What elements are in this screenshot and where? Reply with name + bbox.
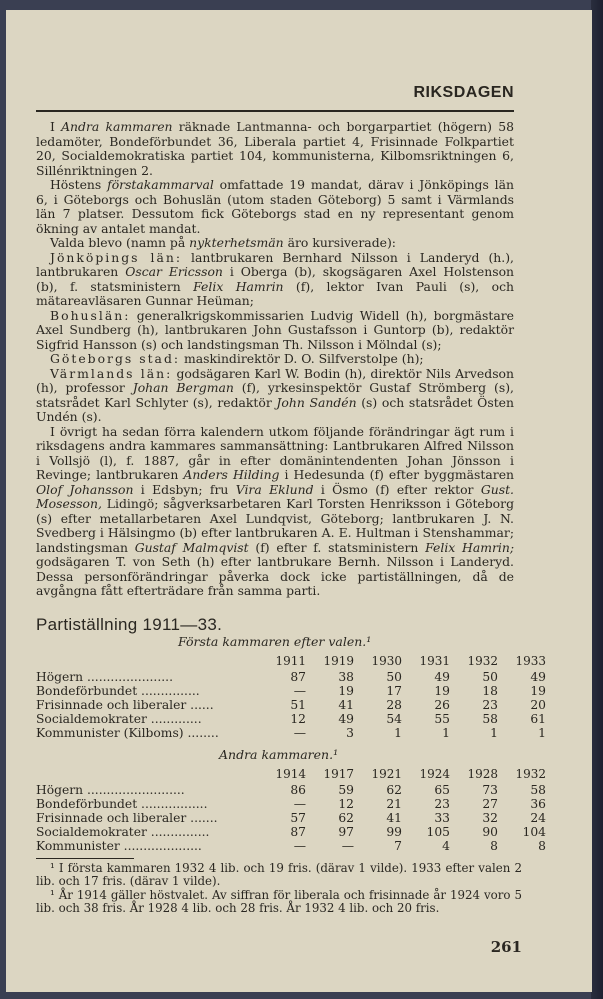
seat-count: 12 — [338, 797, 354, 811]
seat-count: 61 — [530, 712, 546, 726]
seat-count: 50 — [482, 670, 498, 684]
party-label: Bondeförbundet ................. — [36, 797, 208, 811]
seat-count: 97 — [338, 825, 354, 839]
paragraph: I Andra kammaren räknade Lantmanna- och borgarpartiet (högern) 58 ledamöter, Bondeförbundet 36, Liberala partiet 4, Frisinnade Folkpartiet 20, Socialdemokratiska partiet 104, kommunisterna, Kilbomsriktningen 6, Sillénriktningen 2. — [36, 119, 514, 178]
seat-count: 27 — [482, 797, 498, 811]
table-row — [36, 726, 546, 740]
year-header: 1931 — [419, 654, 450, 668]
seat-count: 24 — [530, 811, 546, 825]
seat-count: 17 — [386, 684, 402, 698]
seat-count: — — [341, 839, 354, 853]
page-title: RIKSDAGEN — [413, 84, 514, 101]
seat-count: 54 — [386, 712, 402, 726]
seat-count: 62 — [338, 811, 354, 825]
seat-count: 3 — [346, 726, 354, 740]
row-label-header — [36, 652, 258, 670]
footnotes — [36, 862, 522, 915]
seat-count: 1 — [394, 726, 402, 740]
table-row — [36, 698, 546, 712]
year-header: 1932 — [467, 654, 498, 668]
party-label: Högern ......................... — [36, 783, 185, 797]
seat-count: 58 — [530, 783, 546, 797]
seat-count: 23 — [434, 797, 450, 811]
seat-count: 62 — [386, 783, 402, 797]
seat-count: 4 — [442, 839, 450, 853]
seat-count: 1 — [490, 726, 498, 740]
seat-count: 33 — [434, 811, 450, 825]
table-row — [36, 825, 546, 839]
seat-count: 65 — [434, 783, 450, 797]
seat-count: 28 — [386, 698, 402, 712]
seat-count: 32 — [482, 811, 498, 825]
seat-count: 38 — [338, 670, 354, 684]
seat-count: 8 — [538, 839, 546, 853]
body-text — [36, 120, 514, 599]
seat-count: 26 — [434, 698, 450, 712]
paragraph: I övrigt ha sedan förra kalendern utkom följande förändringar ägt rum i riksdagens andra kammares sammansättning: Lantbrukaren Alfred Nilsson i Vollsjö (l), f. 1887, går in efter domänintendenten Johan Jönsson i Revinge; lantbrukaren Anders Hilding i Hedesunda (f) efter byggmästaren Olof Johansson i Edsbyn; fru Vira Eklund i Ösmo (f) efter rektor Gust. Mosesson, Lidingö; sågverksarbetaren Karl Torsten Henriksson i Göteborg (s) efter metallarbetaren Axel Lundqvist, Göteborg; lantbrukaren J. N. Svedberg i Hälsingmo (b) efter lantbrukaren A. E. Hultman i Stenshammar; landstingsman Gustaf Malmqvist (f) efter f. statsministern Felix Hamrin; godsägaren T. von Seth (h) efter lantbrukare Bernh. Nilsson i Landeryd. Dessa personförändringar påverka dock icke partiställningen, då de avgångna fått efterträdare från samma parti. — [36, 423, 515, 598]
seat-count: 41 — [338, 698, 354, 712]
seat-count: 41 — [386, 811, 402, 825]
seat-count: 8 — [490, 839, 498, 853]
table-row — [36, 839, 546, 853]
year-header: 1919 — [323, 654, 354, 668]
party-label: Högern ...................... — [36, 670, 173, 684]
year-header-row — [36, 652, 546, 670]
seat-count: 1 — [538, 726, 546, 740]
table-forsta-kammaren — [36, 652, 546, 740]
seat-count: 21 — [386, 797, 402, 811]
year-header: 1911 — [275, 654, 306, 668]
seat-count: 87 — [290, 670, 306, 684]
year-header-row — [36, 765, 546, 783]
party-label: Socialdemokrater ............. — [36, 712, 202, 726]
seat-count: 19 — [434, 684, 450, 698]
seat-count: 23 — [482, 698, 498, 712]
year-header: 1924 — [419, 767, 450, 781]
table-row — [36, 811, 546, 825]
year-header: 1930 — [371, 654, 402, 668]
seat-count: 7 — [394, 839, 402, 853]
seat-count: 59 — [338, 783, 354, 797]
seat-count: 51 — [290, 698, 306, 712]
seat-count: 50 — [386, 670, 402, 684]
year-header: 1932 — [515, 767, 546, 781]
seat-count: 20 — [530, 698, 546, 712]
paragraph: Valda blevo (namn på nykterhetsmän äro kursiverade): — [50, 235, 396, 250]
year-header: 1933 — [515, 654, 546, 668]
table-row — [36, 684, 546, 698]
seat-count: 1 — [442, 726, 450, 740]
seat-count: 18 — [482, 684, 498, 698]
paragraph: Jönköpings län: lantbrukaren Bernhard Nilsson i Landeryd (h.), lantbrukaren Oscar Ericsson i Oberga (b), skogsägaren Axel Holstenson (b), f. statsministern Felix Hamrin (f), lektor Ivan Pauli (s), och mätareavläsaren Gunnar Heüman; — [36, 249, 515, 308]
party-label: Bondeförbundet ............... — [36, 684, 200, 698]
year-header: 1914 — [275, 767, 306, 781]
seat-count: 105 — [426, 825, 450, 839]
row-label-header — [36, 765, 258, 783]
party-label: Socialdemokrater ............... — [36, 825, 210, 839]
paragraph: Göteborgs stad: maskindirektör D. O. Silfverstolpe (h); — [50, 351, 424, 366]
seat-count: 49 — [338, 712, 354, 726]
book-edge — [591, 0, 603, 999]
book-page — [6, 10, 592, 992]
seat-count: 19 — [530, 684, 546, 698]
seat-count: — — [293, 684, 306, 698]
table-andra-kammaren — [36, 765, 546, 853]
seat-count: 55 — [434, 712, 450, 726]
seat-count: 90 — [482, 825, 498, 839]
table-heading-andra: Andra kammaren.¹ — [219, 747, 339, 762]
seat-count: — — [293, 797, 306, 811]
table-row — [36, 783, 546, 797]
party-label: Kommunister (Kilboms) ........ — [36, 726, 219, 740]
seat-count: 49 — [530, 670, 546, 684]
year-header: 1917 — [323, 767, 354, 781]
seat-count: — — [293, 726, 306, 740]
footnote: ¹ I första kammaren 1932 4 lib. och 19 fris. (därav 1 vilde). 1933 efter valen 2 lib. och 17 fris. (därav 1 vilde). — [36, 861, 522, 889]
seat-count: 87 — [290, 825, 306, 839]
party-label: Frisinnade och liberaler ....... — [36, 811, 218, 825]
seat-count: — — [293, 839, 306, 853]
paragraph: Höstens förstakammarval omfattade 19 mandat, därav i Jönköpings län 6, i Göteborgs och Bohuslän (utom staden Göteborg) 5 samt i Värmlands län 7 platser. Dessutom fick Göteborgs stad en ny representant genom ökning av antalet mandat. — [36, 177, 514, 236]
table-heading-forsta: Första kammaren efter valen.¹ — [178, 634, 372, 649]
seat-count: 73 — [482, 783, 498, 797]
seat-count: 99 — [386, 825, 402, 839]
section-title: Partiställning 1911—33. — [36, 615, 223, 634]
page-number: 261 — [490, 938, 522, 956]
seat-count: 36 — [530, 797, 546, 811]
footnote: ¹ År 1914 gäller höstvalet. Av siffran för liberala och frisinnade år 1924 voro 5 lib. och 38 fris. År 1928 4 lib. och 28 fris. År 1932 4 lib. och 20 fris. — [36, 887, 522, 915]
table-row — [36, 670, 546, 684]
table-row — [36, 712, 546, 726]
year-header: 1928 — [467, 767, 498, 781]
table-row — [36, 797, 546, 811]
seat-count: 19 — [338, 684, 354, 698]
seat-count: 49 — [434, 670, 450, 684]
year-header: 1921 — [371, 767, 402, 781]
seat-count: 58 — [482, 712, 498, 726]
seat-count: 57 — [290, 811, 306, 825]
paragraph: Värmlands län: godsägaren Karl W. Bodin (h), direktör Nils Arvedson (h), professor Johan Bergman (f), yrkesinspektör Gustaf Strömberg (s), statsrådet Karl Schlyter (s), redaktör John Sandén (s) och statsrådet Östen Undén (s). — [36, 365, 514, 424]
seat-count: 12 — [290, 712, 306, 726]
party-label: Kommunister .................... — [36, 839, 202, 853]
running-header — [36, 78, 514, 112]
seat-count: 86 — [290, 783, 306, 797]
paragraph: Bohuslän: generalkrigskommissarien Ludvig Widell (h), borgmästare Axel Sundberg (h), lantbrukaren John Gustafsson i Guntorp (b), redaktör Sigfrid Hansson (s) och landstingsman Th. Nilsson i Mölndal (s); — [36, 307, 514, 352]
footnote-rule — [36, 858, 134, 859]
seat-count: 104 — [522, 825, 546, 839]
party-label: Frisinnade och liberaler ...... — [36, 698, 214, 712]
